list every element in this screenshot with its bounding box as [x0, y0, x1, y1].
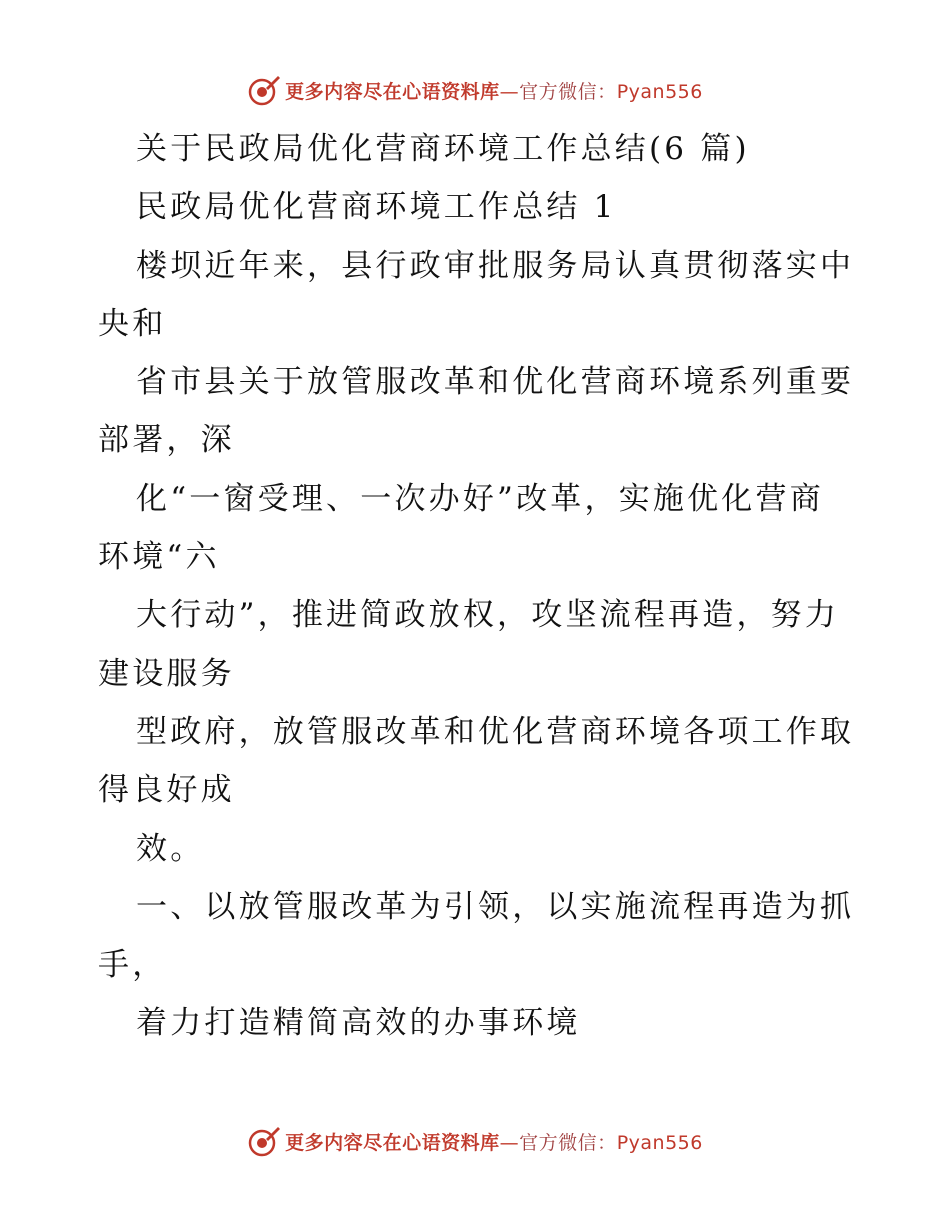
section-heading-line: 一、以放管服改革为引领，以实施流程再造为抓 — [136, 888, 855, 925]
document-title: 关于民政局优化营商环境工作总结(6 篇) — [136, 131, 750, 167]
banner-main-text: 更多内容尽在心语资料库 — [285, 80, 500, 103]
document-body — [98, 120, 858, 1053]
banner-official-label: 官方微信： — [519, 1131, 617, 1154]
paragraph-line: 部署，深 — [98, 422, 235, 459]
banner-text — [285, 1128, 703, 1155]
paragraph-line: 环境“六 — [98, 539, 220, 576]
paragraph-line: 央和 — [98, 305, 167, 342]
paragraph-line: 省市县关于放管服改革和优化营商环境系列重要 — [136, 364, 855, 401]
paragraph-line: 建设服务 — [98, 655, 235, 692]
paragraph-line: 型政府，放管服改革和优化营商环境各项工作取 — [136, 713, 855, 750]
pen-logo-icon — [247, 1124, 281, 1158]
banner-wechat-id: Pyan556 — [616, 1131, 703, 1154]
pen-logo-icon — [247, 73, 281, 107]
header-banner — [0, 70, 950, 110]
paragraph-line: 效。 — [136, 830, 205, 867]
document-subtitle: 民政局优化营商环境工作总结 1 — [136, 189, 617, 226]
banner-dash: — — [499, 80, 520, 103]
paragraph-line: 得良好成 — [98, 772, 235, 809]
banner-main-text: 更多内容尽在心语资料库 — [285, 1131, 500, 1154]
banner-official-label: 官方微信： — [519, 80, 617, 103]
paragraph-line: 化“一窗受理、一次办好”改革，实施优化营商 — [136, 480, 824, 517]
footer-banner — [0, 1121, 950, 1161]
paragraph-line: 楼坝近年来，县行政审批服务局认真贯彻落实中 — [136, 247, 855, 284]
paragraph-line: 大行动”，推进简政放权，攻坚流程再造，努力 — [136, 597, 840, 634]
section-heading-line: 着力打造精简高效的办事环境 — [136, 1005, 581, 1042]
banner-dash: — — [499, 1131, 520, 1154]
section-heading-line: 手， — [98, 947, 167, 984]
banner-wechat-id: Pyan556 — [616, 80, 703, 103]
banner-text — [285, 77, 703, 104]
